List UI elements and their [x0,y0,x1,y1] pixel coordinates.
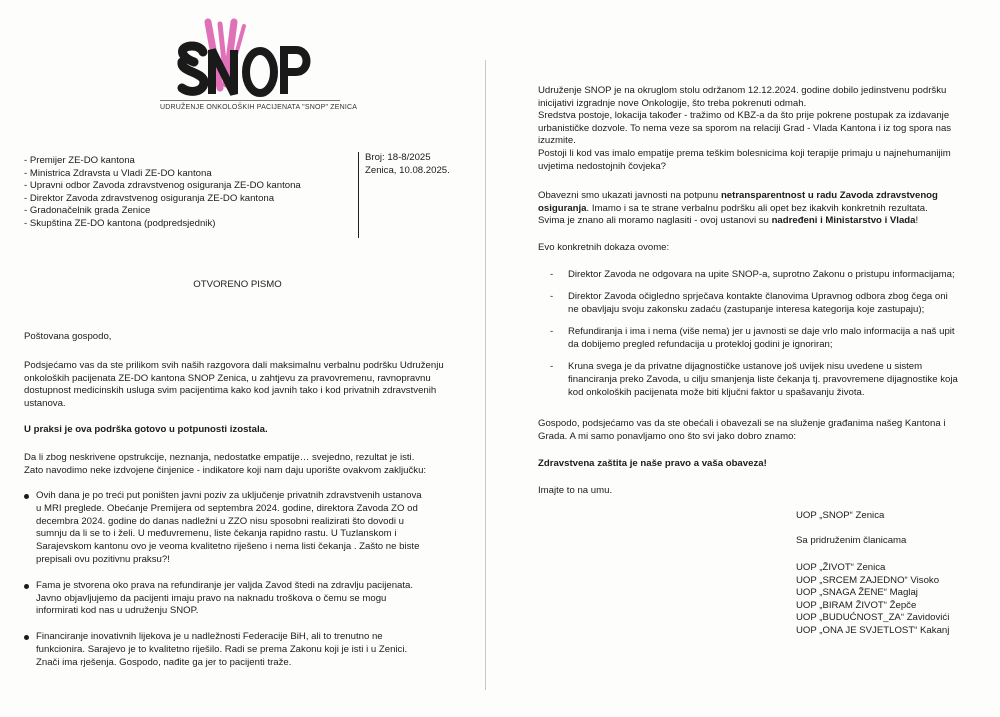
facts-bullet-list [36,490,456,683]
reference-box [358,152,475,238]
reasons-line: Zato navodimo neke izdvojene činjenice - indikatore koji nam daju uporište ovakvom zaključku: [24,464,427,476]
transparency-paragraph [538,190,983,228]
evidence-item [550,360,975,399]
fact-line: Znači ima rješenja. Gospodo, nađite ga jer to pacijenti traže. [36,656,292,668]
evidence-item [550,325,975,351]
intro-paragraph [24,360,469,410]
dash-marker: - [550,326,554,337]
evidence-line: kod onkoloških pacijenata može biti ključni faktor u spašavanju života. [568,387,865,398]
evidence-line: Refundiranja i ima i nema (više nema) jer u javnosti se daje vrlo malo informacija a naš upit [568,326,955,337]
dash-marker: - [550,361,554,372]
bold-statement: U praksi je ova podrška gotovo u potpunosti izostala. [24,424,268,435]
intro-line: dostupnost medicinskih usluga svim pacijentima kako kod javnih tako i kod privatnih zdravstvenih [24,385,437,397]
fact-line: prepisali ovu pozitivnu praksu?! [36,553,170,565]
recipient-item: - Direktor Zavoda zdravstvenog osiguranja ZE-DO kantona [24,192,275,204]
text-run: Svima je znano ali moramo naglasiti - ovoj ustanovi su [538,215,772,227]
paragraph-line: Grada. A mi samo ponavljamo ono što svi jako dobro znamo: [538,430,797,442]
recipient-list [24,155,344,231]
evidence-item [550,268,975,281]
member-item: UOP „ONA JE SVJETLOST“ Kakanj [796,624,950,636]
evidence-line: da dobijemo pregled refundacija u proteklој godini je ignoriran; [568,339,833,350]
recipient-item: - Gradonačelnik grada Zenice [24,205,151,217]
closing-line: Imajte to na umu. [538,485,613,496]
paragraph-line: izuzmite. [538,135,576,147]
paragraph-line: inicijativi izgradnje nove Onkologije, što treba pokrenuti odmah. [538,97,807,109]
paragraph-line: Postoji li kod vas imalo empatije prema teškim bolesnicima koji terapije primaju u najnehumanijim [538,147,951,159]
reference-number: Broj: 18-8/2025 [365,152,431,163]
left-page [0,0,485,717]
recipient-item: - Skupština ZE-DO kantona (podpredsjednik) [24,217,216,229]
fact-line: informirati kod nas u udruženju SNOP. [36,605,199,617]
member-item: UOP „BUDUĆNOST_ZA“ Zavidovići [796,612,950,624]
paragraph-line: Gospodo, podsjećamo vas da ste obećali i obavezali se na služenje građanima našeg Kantona i [538,418,946,429]
reasons-line: Da li zbog neskrivene opstrukcije, neznanja, nedostatke empatije… svejedno, rezultat je isti. [24,452,415,463]
salutation: Poštovana gospodo, [24,331,112,342]
intro-line: onkoloških pacijenata ZE-DO kantona SNOP Zenica, u zahtjevu za pravovremenu, ravnopravnu [24,372,431,384]
recipient-item: - Ministrica Zdravsta u Vladi ZE-DO kantona [24,167,212,179]
fact-line: sumnju da li se to i želi. U međuvremenu, liste čekanja rapidno rastu. U Tuzlanskom i [36,528,397,540]
bullet-dot-icon [24,494,29,499]
evidence-line: Direktor Zavoda ne odgovara na upite SNOP-a, suprotno Zakonu o pristupu informacijama; [568,269,955,280]
fact-line: Sarajevskom kantonu ovo je veoma kvalitetno riješeno i nema listi čekanja . Zašto ne biste [36,541,420,553]
fact-line: decembra 2024. godine do danas nadležni u ZZO nisu sposobni realizirati što dovodi u [36,515,404,527]
bullet-dot-icon [24,635,29,640]
signatory: UOP „SNOP“ Zenica [796,510,885,521]
evidence-intro: Evo konkretnih dokaza ovome: [538,242,670,253]
paragraph-line [538,215,983,228]
evidence-item [550,290,975,316]
reference-date: Zenica, 10.08.2025. [365,164,450,176]
fact-bullet-item [36,490,456,567]
fact-line: Ovih dana je po treći put poništen javni poziv za uključenje privatnih zdravstvenih ustanova [36,490,422,501]
page-gutter [485,60,486,690]
paragraph-line: urbanističke dozvole. To nema veze sa sporom na relaciji Grad - Vlada Kantona i iz tog spora nas [538,122,952,134]
text-run: ! [915,215,919,227]
paragraph-line [538,203,983,216]
fact-line: Financiranje inovativnih lijekova je u nadležnosti Federacije BiH, ali to trenutno ne [36,631,383,643]
intro-line: ustanova. [24,397,66,409]
member-item: UOP „SRCEM ZAJEDNO“ Visoko [796,574,940,586]
reminder-paragraph [538,418,983,443]
evidence-dash-list [550,268,975,408]
fact-line: u MRI preglede. Obećanje Premijera od septembra 2024. godine, direktora Zavoda ZO od [36,502,418,514]
logo-tagline: UDRUŽENJE ONKOLOŠKIH PACIJENATA "SNOP" ZENICA [160,104,358,111]
fact-line: Javno objavljujemo da pacijenti imaju pravo na naknadu troškova o čemu se mogu [36,592,387,604]
evidence-line: ne obavljaju svoju zakonsku zadaću (zastupanje interesa kategorija koje zastupaju); [568,304,925,315]
text-run: Obavezni smo ukazati javnosti na potpunu [538,190,721,201]
onkologija-paragraph [538,85,983,173]
paragraph-line: Sredstva postoje, lokacija također - tražimo od KBZ-a da što prije pokrene postupak za izdavanje [538,110,950,122]
emphasis-run: nadređeni i Ministarstvo i Vlada [771,215,916,227]
fact-bullet-item [36,631,456,669]
evidence-line: Kruna svega je da privatne dijagnostičke ustanove još uvijek nisu uvedene u sistem [568,361,923,372]
snop-logo-mark [160,18,340,102]
logo-rule [160,100,340,101]
paragraph-line: Udruženje SNOP je na okruglom stolu održanom 12.12.2024. godine dobilo jedinstvenu podršku [538,85,947,96]
dash-marker: - [550,291,554,302]
letter-title: OTVORENO PISMO [193,279,282,290]
recipient-item: - Upravni odbor Zavoda zdravstvenog osiguranja ZE-DO kantona [24,180,301,192]
recipient-item: - Premijer ZE-DO kantona [24,155,135,166]
reasons-paragraph [24,452,469,477]
emphasis-run: netransparentnost u radu Zavoda zdravstvenog [720,190,938,201]
snop-logo [160,18,358,113]
text-run: . Imamo i sa te strane verbalnu podršku ali opet bez ikakvih konkretnih rezultata. [586,202,928,214]
member-item: UOP „BIRAM ŽIVOT“ Žepče [796,599,917,611]
emphasis-run: osiguranja [538,202,587,214]
evidence-line: financiranja preko Zavoda, u cilju smanjenja liste čekanja tj. pravovremene dijagnostike koja [568,374,958,385]
member-item: UOP „ŽIVOT“ Zenica [796,562,886,573]
fact-bullet-item [36,580,456,618]
member-item: UOP „SNAGA ŽENE“ Maglaj [796,587,918,599]
bullet-dot-icon [24,584,29,589]
intro-line: Podsjećamo vas da ste prilikom svih naših razgovora dali maksimalnu verbalnu podršku Udruženju [24,360,444,371]
dash-marker: - [550,269,554,280]
fact-line: Fama je stvorena oko prava na refundiranje jer valjda Zavod štedi na zdravlju pacijenata. [36,579,414,591]
joined-intro: Sa pridruženim članicama [796,535,907,546]
paragraph-line [538,190,983,203]
member-list [796,562,949,638]
paragraph-line: uvjetima nedostojnih čovjeka? [538,160,666,172]
evidence-line: Direktor Zavoda očigledno sprječava kontakte članovima Upravnog odbora zbog čega oni [568,291,948,302]
fact-line: funkcionira. Sarajevo je to kvalitetno riješilo. Radi se prema Zakonu koji je isti i u Zenici. [36,643,408,655]
motto: Zdravstvena zaštita je naše pravo a vaša obaveza! [538,458,767,469]
